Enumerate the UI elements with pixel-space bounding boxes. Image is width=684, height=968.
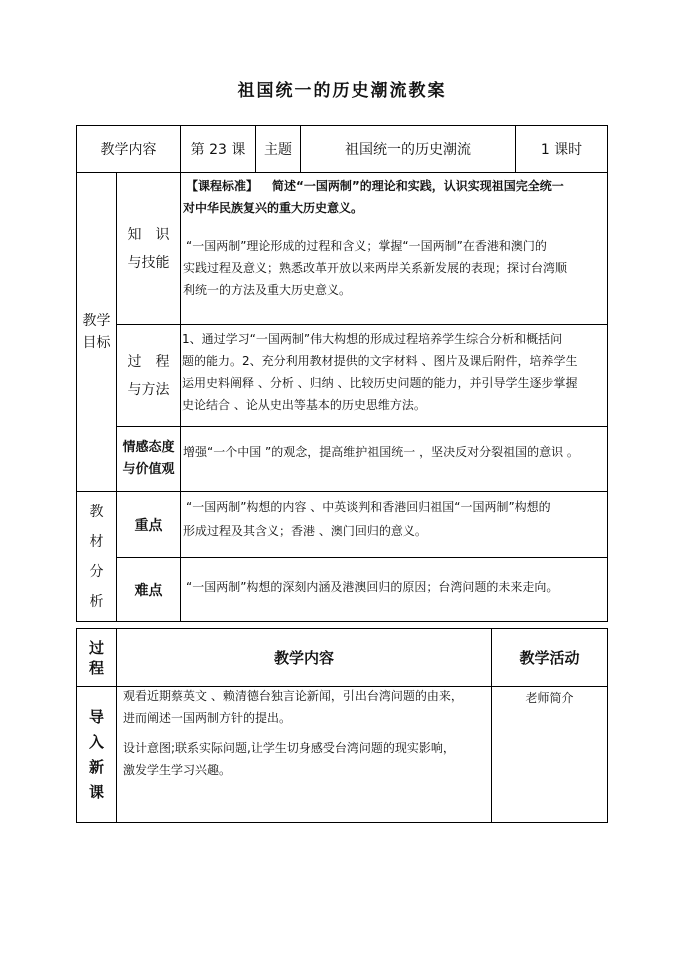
emotion-label: [116, 426, 181, 492]
knowledge-content: [180, 172, 608, 325]
knowledge-body-3: 利统一的方法及重大历史意义。: [183, 283, 352, 297]
process-label-1: 过 程: [127, 353, 170, 370]
course-standard-tag: 【课程标准】: [186, 179, 259, 193]
analysis-char-1: 教: [89, 503, 104, 520]
page-title: 祖国统一的历史潮流教案: [237, 81, 447, 101]
knowledge-label: [116, 172, 181, 325]
key-line-2: 形成过程及其含义；香港 、澳门回归的意义。: [183, 524, 427, 538]
knowledge-body-1: “一国两制”理论形成的过程和含义；掌握“一国两制”在香港和澳门的: [186, 239, 547, 253]
knowledge-label-1: 知 识: [127, 226, 170, 243]
analysis-char-3: 分: [89, 563, 104, 580]
process-line-2: 题的能力。2、充分利用教材提供的文字材料 、图片及课后附件，培养学生: [182, 354, 578, 368]
course-standard-line-1: [186, 175, 564, 197]
difficult-points-label: 难点: [116, 557, 181, 622]
difficult-line-1: “一国两制”构想的深刻内涵及港澳回归的原因；台湾问题的未来走向。: [186, 580, 559, 594]
objectives-label-top: 教学: [82, 313, 111, 329]
analysis-char-2: 材: [89, 533, 104, 550]
key-line-1: “一国两制”构想的内容 、中英谈判和香港回归祖国“一国两制”构想的: [186, 500, 551, 514]
process-header-char-2: 程: [88, 658, 104, 677]
analysis-char-4: 析: [89, 593, 104, 610]
theme-label: 主题: [255, 125, 301, 173]
lesson-number: 第 23 课: [180, 125, 256, 173]
process-content: [180, 324, 608, 427]
theme-value: 祖国统一的历史潮流: [300, 125, 516, 173]
key-points-label: 重点: [116, 491, 181, 558]
intro-line-2: 进而阐述一国两制方针的提出。: [123, 711, 292, 725]
process-line-1: 1、通过学习“一国两制”伟大构想的形成过程培养学生综合分析和概括问: [182, 332, 563, 346]
intro-content: [116, 686, 492, 823]
process-column-header: [76, 628, 117, 687]
intro-char-4: 课: [88, 782, 104, 801]
key-points-content: [180, 491, 608, 558]
intro-char-1: 导: [88, 707, 104, 726]
intro-line-3: 设计意图;联系实际问题,让学生切身感受台湾问题的现实影响，: [123, 741, 455, 755]
emotion-label-2: 与价值观: [122, 462, 175, 477]
intro-char-3: 新: [88, 757, 104, 776]
course-standard-text-1: 简述“一国两制”的理论和实践，认识实现祖国完全统一: [272, 179, 564, 193]
header-content-label: 教学内容: [76, 125, 181, 173]
intro-activity-text: 老师简介: [525, 691, 574, 705]
duration: 1 课时: [515, 125, 608, 173]
emotion-label-1: 情感态度: [122, 440, 175, 455]
emotion-line-1: 增强“一个中国 ”的观念，提高维护祖国统一 ，坚决反对分裂祖国的意识 。: [183, 445, 579, 459]
knowledge-label-2: 与技能: [127, 254, 170, 271]
knowledge-body-2: 实践过程及意义；熟悉改革开放以来两岸关系新发展的表现；探讨台湾顺: [183, 261, 568, 275]
content-column-header: 教学内容: [116, 628, 492, 687]
intro-stage-label: [76, 686, 117, 823]
emotion-content: [180, 426, 608, 492]
objectives-label: [76, 172, 117, 492]
intro-activity: [491, 686, 608, 823]
intro-line-4: 激发学生学习兴趣。: [123, 763, 232, 777]
intro-char-2: 入: [88, 732, 104, 751]
analysis-label: [76, 491, 117, 622]
course-standard-text-2: 对中华民族复兴的重大历史意义。: [183, 201, 364, 215]
process-line-4: 史论结合 、论从史出等基本的历史思维方法。: [182, 398, 426, 412]
process-label: [116, 324, 181, 427]
process-label-2: 与方法: [127, 381, 170, 398]
difficult-points-content: [180, 557, 608, 622]
process-header-char-1: 过: [88, 638, 104, 657]
objectives-label-bottom: 目标: [82, 335, 111, 351]
activity-column-header: 教学活动: [491, 628, 608, 687]
intro-line-1: 观看近期蔡英文 、赖清德台独言论新闻，引出台湾问题的由来，: [123, 689, 463, 703]
process-line-3: 运用史料阐释 、分析 、归纳 、比较历史问题的能力，并引导学生逐步掌握: [182, 376, 578, 390]
